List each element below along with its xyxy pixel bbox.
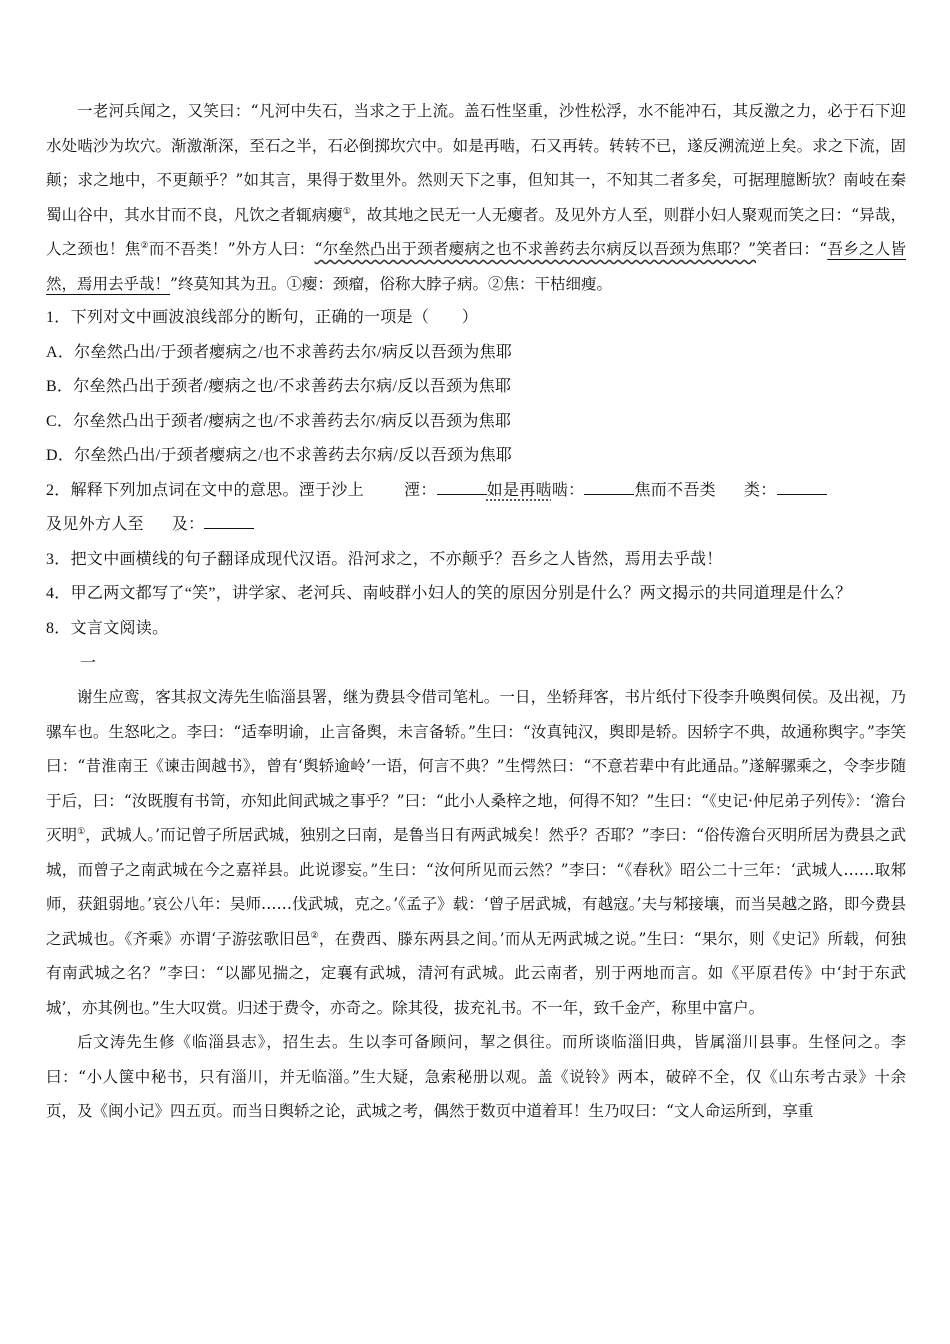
section-mark: 一 bbox=[80, 653, 97, 672]
answer-blank bbox=[204, 514, 254, 529]
answer-label: 啮： bbox=[551, 481, 585, 499]
passage-a-text: 一老河兵闻之，又笑曰：“凡河中失石，当求之于上流。盖石性坚重，沙性松浮，水不能冲石，其反激之力，必于石下迎水处啮沙为坎穴。渐激渐深，至石之半，石必倒掷坎穴中。如是再啮，石又再转。转转不已，遂反溯流逆上矣。求之下流，固颠；求之地中，不更颠乎？”如其言，果得于数里外。然则天下之事，但知其一，不知其二者多矣，可据理臆断欤？南岐在秦蜀山谷中，其水甘而不良，凡饮之者辄病瘿 bbox=[46, 102, 906, 224]
passage-b-text: 谢生应鸾，客其叔文涛先生临淄县署，继为费县令借司笔札。一日，坐轿拜客，书片纸付下役李升唤舆伺侯。及出视，乃骡车也。生怒叱之。李曰：“适奉明谕，止言备舆，未言备轿。”生曰：“汝真钝汉，舆即是轿。因轿字不典，故通称舆字。”李笑曰：“昔淮南王《谏击闽越书》，曾有‘舆轿逾岭’一语，何言不典？”生愕然曰：“不意若辈中有此通品。”遂解骡乘之，令李步随于后，曰：“汝既腹有书笥，亦知此间武城之事乎？”曰：“此小人桑梓之地，何得不知？”生曰：“《史记·仲尼弟子列传》：‘澹台灭明 bbox=[46, 688, 906, 844]
passage-b-paragraph-2: 后文涛先生修《临淄县志》，招生去。生以李可备顾问，挈之俱往。而所谈临淄旧典，皆属淄川县事。生怪问之。李曰：“小人箧中秘书，只有淄川，并无临淄。”生大疑，急索秘册以观。盖《说铃》两本，破碎不全，仅《山东考古录》十余页，及《闽小记》四五页。而当日舆轿之论，武城之考，偶然于数页中道着耳！生乃叹曰：“文人命运所到，享重 bbox=[46, 1033, 906, 1120]
passage-b-text: ，在费西、滕东两县之间。’而从无两武城之说。”生曰：“果尔，则《史记》所载，何独有南武城之名？”李曰：“以鄙见揣之，定襄有武城，清河有武城。此云南者，别于两地而言。如《平原君传》中‘封于东武城’，亦其例也。”生大叹赏。归述于费令，亦奇之。除其役，拔充礼书。不一年，致千金产，称里中富户。 bbox=[46, 929, 906, 1017]
question-3: 3．把文中画横线的句子翻译成现代汉语。沿河求之，不亦颠乎？吾乡之人皆然，焉用去乎哉！ bbox=[46, 550, 723, 568]
answer-label: 湮： bbox=[404, 481, 437, 499]
passage-a-text: ”终莫知其为丑。①瘿：颈瘤，俗称大脖子病。②焦：干枯细瘦。 bbox=[170, 274, 612, 293]
answer-blank bbox=[437, 480, 487, 495]
question-2-prefix: 2．解释下列加点词在文中的意思。湮于沙上 bbox=[46, 481, 365, 499]
question-4: 4．甲乙两文都写了“笑”，讲学家、老河兵、南岐群小妇人的笑的原因分别是什么？两文揭示的共同道理是什么？ bbox=[46, 585, 852, 602]
answer-blank bbox=[584, 480, 634, 495]
wavy-underlined-sentence: “尔垒然凸出于颈者瘿病之也不求善药去尔病反以吾颈为焦耶？” bbox=[314, 240, 757, 258]
footnote-marker: ① bbox=[342, 206, 352, 217]
answer-blank bbox=[777, 480, 827, 495]
underlined-sentence: 吾乡之人皆然，焉用去乎哉！ bbox=[46, 240, 906, 293]
passage-a-text: 笑者曰：“ bbox=[756, 240, 828, 258]
passage-b-text: ，武城人。’而记曾子所居武城，独别之曰南，是鲁当日有两武城矣！然乎？否耶？”李曰：“俗传澹台灭明所居为费县之武城，而曾子之南武城在今之嘉祥县。此说谬妄。”生曰：“汝何所见而云然？”李曰：“《春秋》昭公二十三年：‘武城人……取邾师，获鉏弱地。’哀公八年：吴师……伐武城，克之。’《孟子》载：‘曾子居武城，有越寇。’夫与邾接壤，而当吴越之路，即今费县之武城也。《齐乘》亦谓‘子游弦歌旧邑 bbox=[46, 826, 906, 948]
dotted-phrase: 如是再啮 bbox=[486, 481, 552, 499]
answer-label: 及： bbox=[171, 516, 205, 533]
question-1-option-d: D．尔垒然凸出/于颈者瘿病之/也不求善药去尔病/反以吾颈为焦耶 bbox=[46, 447, 513, 464]
footnote-marker: ① bbox=[77, 826, 86, 837]
footnote-marker: ② bbox=[310, 930, 319, 941]
question-1-option-c: C．尔垒然凸出于颈者/瘿病之也/不求善药去尔/病反以吾颈为焦耶 bbox=[46, 412, 512, 430]
question-8: 8．文言文阅读。 bbox=[46, 619, 169, 637]
dotted-phrase: 及见外方人至 bbox=[46, 516, 144, 533]
question-1-option-a: A．尔垒然凸出/于颈者瘿病之/也不求善药去尔/病反以吾颈为焦耶 bbox=[46, 343, 513, 361]
question-1-stem: 1．下列对文中画波浪线部分的断句，正确的一项是（ ） bbox=[46, 309, 479, 326]
answer-label: 类： bbox=[743, 481, 777, 499]
dotted-phrase: 焦而不吾类 bbox=[634, 481, 716, 499]
passage-b-paragraph-1 bbox=[46, 680, 906, 1025]
question-1-option-b: B．尔垒然凸出于颈者/瘿病之也/不求善药去尔病/反以吾颈为焦耶 bbox=[46, 378, 512, 395]
passage-a-text: ，故其地之民无一人无瘿者。及见外方人至，则群小妇人聚观而笑之曰：“异哉，人之颈也！焦 bbox=[46, 205, 906, 258]
passage-a bbox=[46, 94, 906, 301]
footnote-marker: ② bbox=[140, 240, 149, 251]
passage-a-text: 而不吾类！”外方人曰： bbox=[148, 240, 315, 258]
question-2 bbox=[46, 474, 906, 543]
